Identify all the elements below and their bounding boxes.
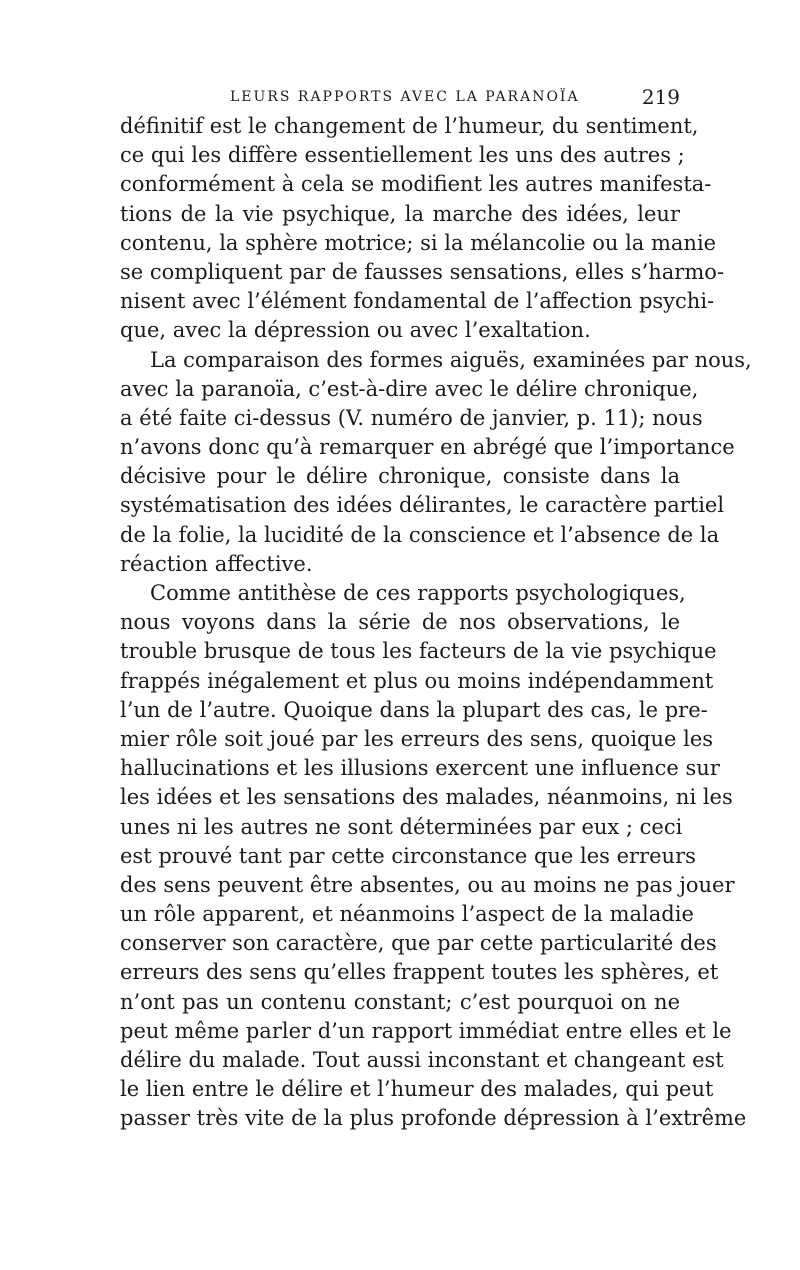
text-line: a été faite ci-dessus (V. numéro de janvier, p. 11); nous [120,405,703,430]
text-line: un rôle apparent, et néanmoins l’aspect de la maladie [120,902,694,927]
text-line: conformément à cela se modifient les autres manifesta- [120,172,712,197]
text-line: les idées et les sensations des malades, néanmoins, ni les [120,785,733,810]
text-line: nous voyons dans la série de nos observations, le [120,610,680,635]
text-line: mier rôle soit joué par les erreurs des sens, quoique les [120,726,714,751]
text-line: tions de la vie psychique, la marche des idées, leur [120,201,680,226]
text-line: n’ont pas un contenu constant; c’est pourquoi on ne [120,989,680,1014]
text-line: nisent avec l’élément fondamental de l’affection psychi- [120,289,715,314]
running-title: LEURS RAPPORTS AVEC LA PARANOÏA [230,89,580,105]
text-line: contenu, la sphère motrice; si la mélancolie ou la manie [120,230,717,255]
text-line: est prouvé tant par cette circonstance que les erreurs [120,843,696,868]
text-line-paragraph-start: Comme antithèse de ces rapports psychologiques, [150,581,686,605]
text-line: erreurs des sens qu’elles frappent toutes les sphères, et [120,960,719,985]
running-head [120,85,680,115]
text-line: hallucinations et les illusions exercent une influence sur [120,756,720,781]
body-text [120,112,752,1134]
text-line: trouble brusque de tous les facteurs de la vie psychique [120,639,717,664]
text-line: se compliquent par de fausses sensations, elles s’harmo- [120,259,724,284]
text-line: l’un de l’autre. Quoique dans la plupart des cas, le pre- [120,697,708,722]
text-line: de la folie, la lucidité de la conscience et l’absence de la [120,522,720,547]
text-line: conserver son caractère, que par cette particularité des [120,931,717,956]
text-line: définitif est le changement de l’humeur, du sentiment, [120,114,699,138]
text-line: décisive pour le délire chronique, consiste dans la [120,464,680,489]
text-line: unes ni les autres ne sont déterminées par eux ; ceci [120,814,683,839]
text-line: peut même parler d’un rapport immédiat entre elles et le [120,1018,732,1043]
text-line: le lien entre le délire et l’humeur des malades, qui peut [120,1077,714,1102]
text-line: délire du malade. Tout aussi inconstant et changeant est [120,1048,724,1072]
text-line: passer très vite de la plus profonde dépression à l’extrême [120,1106,747,1131]
text-line: systématisation des idées délirantes, le caractère partiel [120,493,725,518]
text-line-paragraph-start: La comparaison des formes aiguës, examinées par nous, [150,347,752,372]
text-line: n’avons donc qu’à remarquer en abrégé que l’importance [120,435,735,460]
text-line-paragraph-end: que, avec la dépression ou avec l’exaltation. [120,318,591,343]
text-line: ce qui les diffère essentiellement les uns des autres ; [120,143,685,168]
text-line-paragraph-end: réaction affective. [120,551,313,576]
text-line: des sens peuvent être absentes, ou au moins ne pas jouer [120,872,735,897]
text-line: avec la paranoïa, c’est-à-dire avec le délire chronique, [120,376,699,401]
text-line: frappés inégalement et plus ou moins indépendamment [120,668,714,693]
page-number: 219 [641,85,680,109]
